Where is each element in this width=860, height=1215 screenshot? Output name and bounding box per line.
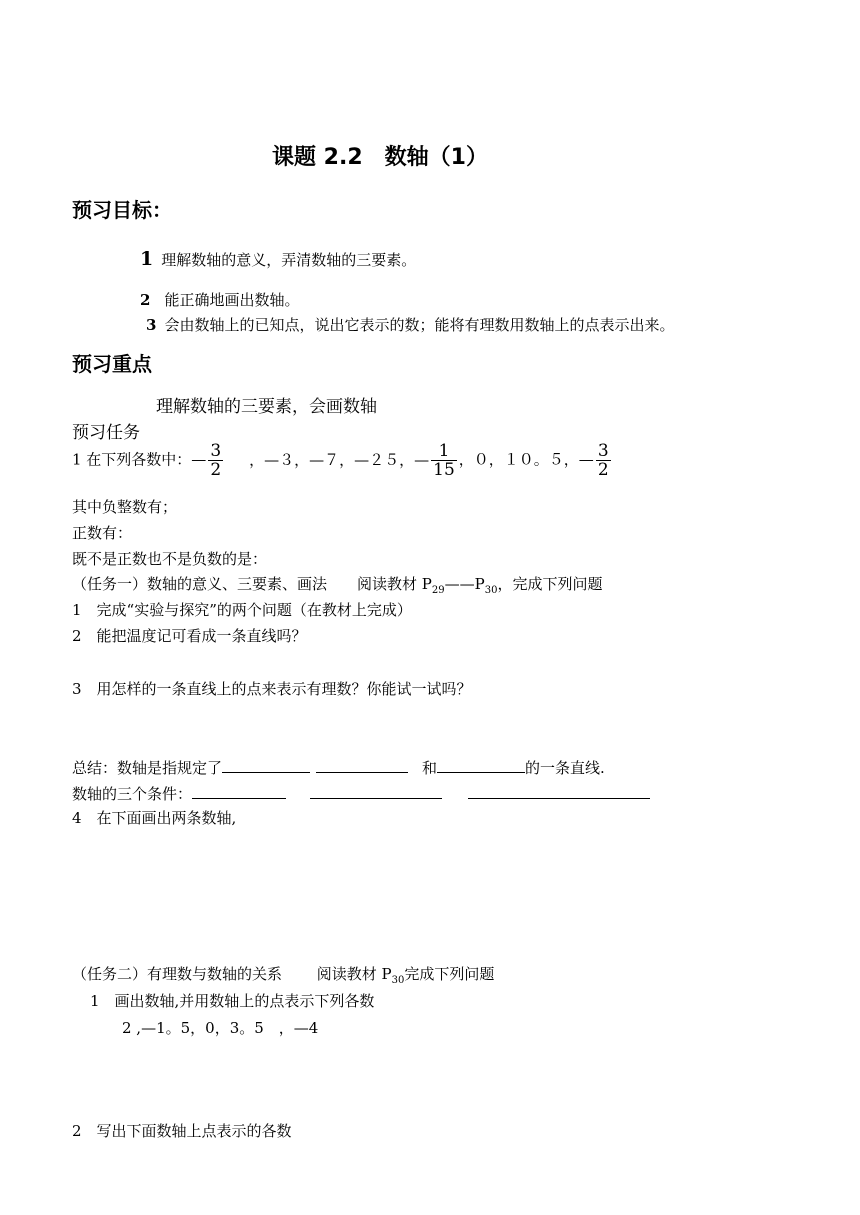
answer-blank[interactable] bbox=[222, 758, 310, 773]
focus-heading: 预习重点 bbox=[72, 352, 152, 376]
conditions-line bbox=[72, 783, 650, 804]
fraction-denominator: 2 bbox=[210, 460, 222, 480]
page-subscript: 30 bbox=[391, 975, 405, 986]
task2-numbers: 2 ,—1。5，0，3。5 ，—4 bbox=[122, 1019, 319, 1037]
summary-text: 总结：数轴是指规定了 bbox=[72, 759, 223, 777]
page-subscript: 29 bbox=[431, 585, 445, 596]
goal-text: 能正确地画出数轴。 bbox=[164, 291, 300, 309]
summary-text: 和 bbox=[422, 759, 438, 777]
answer-blank[interactable] bbox=[437, 758, 525, 773]
page-subscript: 30 bbox=[484, 585, 498, 596]
fraction-numerator: 3 bbox=[597, 441, 609, 461]
goal-number: 2 bbox=[140, 291, 151, 309]
goals-heading: 预习目标： bbox=[72, 198, 172, 222]
page-title: 课题 2.2 数轴（1） bbox=[272, 145, 488, 170]
task2-question-2: 2 写出下面数轴上点表示的各数 bbox=[72, 1122, 292, 1140]
q1-middle: ，—３，—７，—２５，— bbox=[249, 450, 430, 469]
goal-item-3 bbox=[146, 314, 674, 335]
fraction-numerator: 3 bbox=[210, 441, 222, 461]
task1-question-3: 3 用怎样的一条直线上的点来表示有理数？你能试一试吗？ bbox=[72, 680, 472, 698]
task2-text: （任务二）有理数与数轴的关系 阅读教材 P bbox=[72, 965, 392, 983]
task1-text: ，完成下列问题 bbox=[497, 575, 603, 593]
answer-blank[interactable] bbox=[316, 758, 408, 773]
goal-number: 3 bbox=[146, 316, 157, 334]
fraction-numerator: 1 bbox=[431, 442, 457, 461]
task1-heading bbox=[72, 573, 602, 596]
goal-item-2 bbox=[140, 289, 299, 310]
conditions-label: 数轴的三个条件： bbox=[72, 785, 193, 803]
task2-text: 完成下列问题 bbox=[404, 965, 495, 983]
positive-numbers-line: 正数有： bbox=[72, 524, 133, 542]
answer-blank[interactable] bbox=[192, 784, 286, 799]
fraction-denominator: 15 bbox=[433, 460, 455, 480]
fraction bbox=[208, 442, 223, 479]
q1-prefix: 1 在下列各数中：— bbox=[72, 450, 207, 469]
task2-heading bbox=[72, 963, 494, 986]
goal-item-1 bbox=[140, 248, 416, 270]
goal-number: 1 bbox=[140, 248, 154, 270]
question-1 bbox=[72, 442, 613, 479]
task1-text: ——P bbox=[444, 575, 485, 593]
summary-text: 的一条直线. bbox=[525, 759, 605, 777]
task1-question-2: 2 能把温度记可看成一条直线吗？ bbox=[72, 627, 307, 645]
fraction bbox=[596, 442, 611, 479]
focus-text: 理解数轴的三要素，会画数轴 bbox=[156, 397, 377, 417]
answer-blank[interactable] bbox=[468, 784, 650, 799]
summary-line bbox=[72, 757, 605, 778]
neither-line: 既不是正数也不是负数的是： bbox=[72, 550, 268, 568]
fraction bbox=[431, 442, 457, 479]
answer-blank[interactable] bbox=[310, 784, 442, 799]
task1-text: （任务一）数轴的意义、三要素、画法 阅读教材 P bbox=[72, 575, 432, 593]
fraction-denominator: 2 bbox=[597, 460, 609, 480]
task1-question-4: 4 在下面画出两条数轴, bbox=[72, 809, 237, 827]
task1-question-1: 1 完成“实验与探究”的两个问题（在教材上完成） bbox=[72, 601, 412, 619]
goal-text: 理解数轴的意义，弄清数轴的三要素。 bbox=[161, 251, 417, 269]
task2-question-1: 1 画出数轴,并用数轴上的点表示下列各数 bbox=[90, 992, 375, 1010]
task-heading: 预习任务 bbox=[72, 423, 140, 443]
q1-tail: ，０，１０。５，— bbox=[458, 450, 594, 469]
goal-text: 会由数轴上的已知点，说出它表示的数；能将有理数用数轴上的点表示出来。 bbox=[164, 316, 675, 334]
negative-integers-line: 其中负整数有； bbox=[72, 498, 178, 516]
